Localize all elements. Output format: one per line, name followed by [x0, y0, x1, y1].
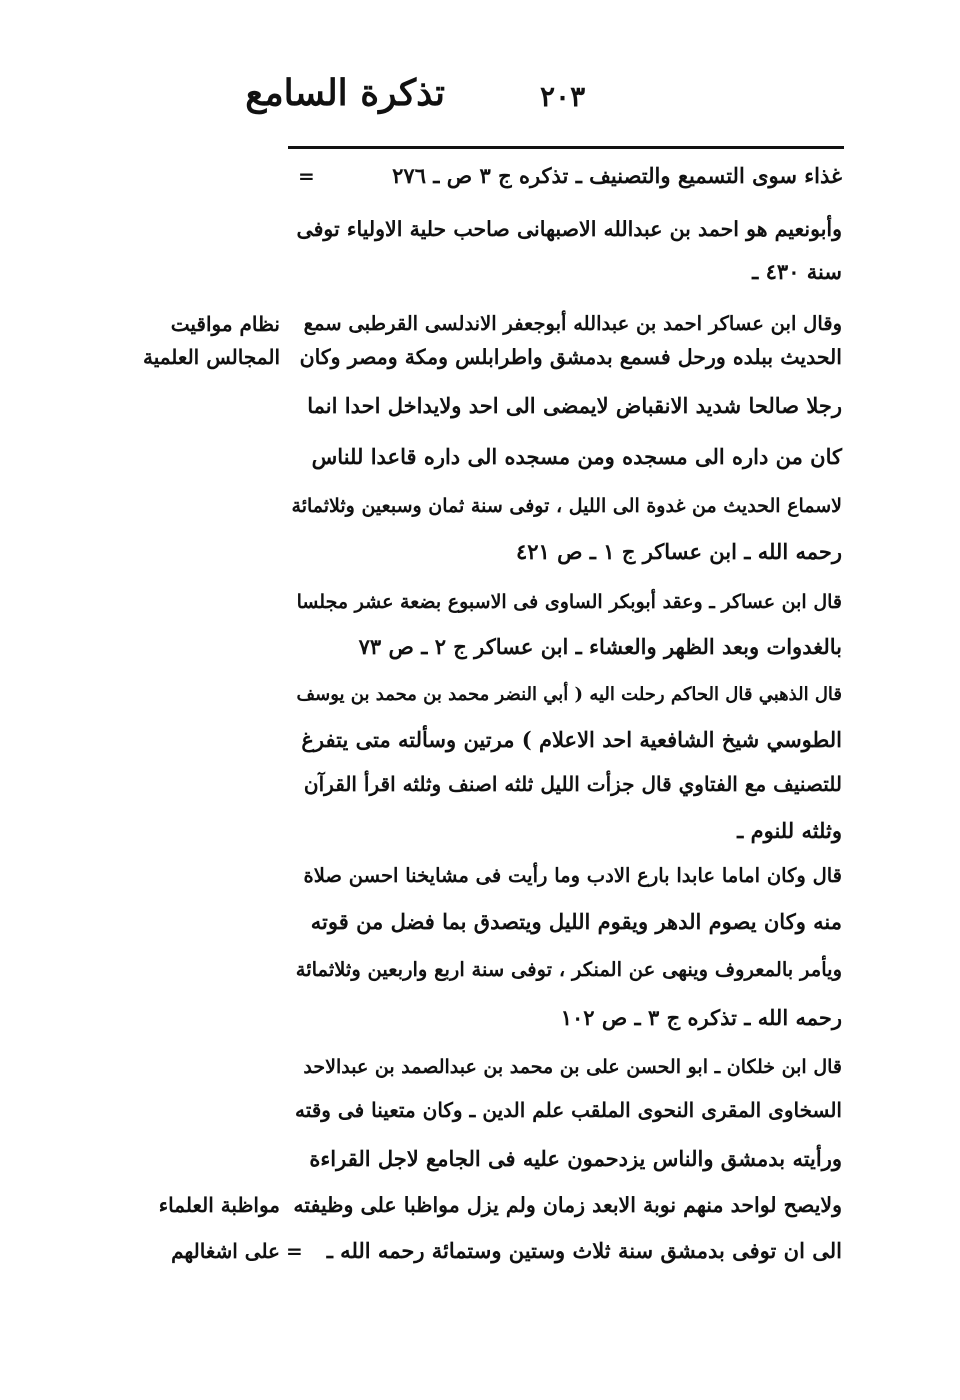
- text-line: رحمه الله ـ تذكره ج ٣ ـ ص ١٠٢: [560, 1005, 842, 1030]
- margin-note: المجالس العلمية: [142, 345, 280, 369]
- text-line: منه وكان يصوم الدهر ويقوم الليل ويتصدق بما فضل من قوته: [310, 909, 842, 934]
- text-line: وقال ابن عساكر احمد بن عبدالله أبوجعفر الاندلسى القرطبى سمع: [303, 312, 842, 335]
- text-line: السخاوى المقرى النحوى الملقب علم الدين ـ وكان متعينا فى وقته: [294, 1098, 842, 1122]
- text-line: قال ابن خلكان ـ ابو الحسن على بن محمد بن عبدالصمد بن عبدالاحد: [303, 1056, 842, 1078]
- text-line: ولايصح لواحد منهم نوبة الابعد زمان ولم يزل مواظبا على وظيفته: [293, 1193, 842, 1217]
- text-line: بالغدوات وبعد الظهر والعشاء ـ ابن عساكر ج ٢ ـ ص ٧٣: [358, 634, 842, 659]
- text-line: قال وكان اماما عابدا بارع الادب وما رأيت فى مشايخنا احسن صلاة: [303, 864, 842, 887]
- continuation-mark-top: =: [298, 164, 315, 188]
- text-line: الى ان توفى بدمشق سنة ثلاث وستين وستمائة رحمه الله ـ: [326, 1238, 842, 1263]
- text-line: لاسماع الحديث من غدوة الى الليل ، توفى سنة ثمان وسبعين وثلاثمائة: [291, 495, 842, 517]
- margin-note: على اشغالهم: [171, 1239, 280, 1263]
- text-line: وثلثه للنوم ـ: [737, 818, 842, 843]
- text-line: الطوسي شيخ الشافعية احد الاعلام ) مرتين وسألته متى يتفرغ: [301, 727, 842, 752]
- text-line: وأبونعيم هو احمد بن عبدالله الاصبهانى صاحب حلية الاولياء توفى: [296, 217, 842, 241]
- margin-note: مواظبة العلماء: [158, 1193, 280, 1217]
- page-number: ٢٠٣: [540, 80, 586, 113]
- header-rule: [288, 146, 844, 149]
- margin-note: نظام مواقيت: [170, 312, 280, 336]
- text-line: قال الذهبي قال الحاكم رحلت اليه ( أبي النضر محمد بن محمد بن يوسف: [296, 684, 842, 705]
- text-line: الحديث ببلده ورحل فسمع بدمشق واطرابلس ومكة ومصر وكان: [299, 345, 842, 369]
- text-line: قال ابن عساكر ـ وعقد أبوبكر الساوى فى الاسبوع بضعة عشر مجلسا: [296, 591, 842, 613]
- text-line: كان من داره الى مسجده ومن مسجده الى داره قاعدا للناس: [311, 444, 842, 469]
- text-line: ويأمر بالمعروف وينهى عن المنكر ، توفى سنة اربع واربعين وثلاثمائة: [295, 958, 842, 981]
- text-line: ورأيته بدمشق والناس يزدحمون عليه فى الجامع لاجل القراءة: [309, 1146, 842, 1171]
- text-line: غذاء سوى التسميع والتصنيف ـ تذكره ج ٣ ص ـ ٢٧٦: [392, 163, 842, 188]
- text-line: رحمه الله ـ ابن عساكر ج ١ ـ ص ٤٢١: [515, 539, 842, 564]
- page-title: تذكرة السامع: [245, 72, 445, 114]
- text-line: رجلا صالحا شديد الانقباض لايمضى الى احد ولايداخل احدا انما: [307, 393, 842, 418]
- text-line: للتصنيف مع الفتاوي قال جزأت الليل ثلثه اصنف وثلثه اقرأ القرآن: [303, 772, 842, 796]
- text-line: سنة ٤٣٠ ـ: [752, 259, 842, 284]
- continuation-mark-bottom: =: [286, 1239, 303, 1263]
